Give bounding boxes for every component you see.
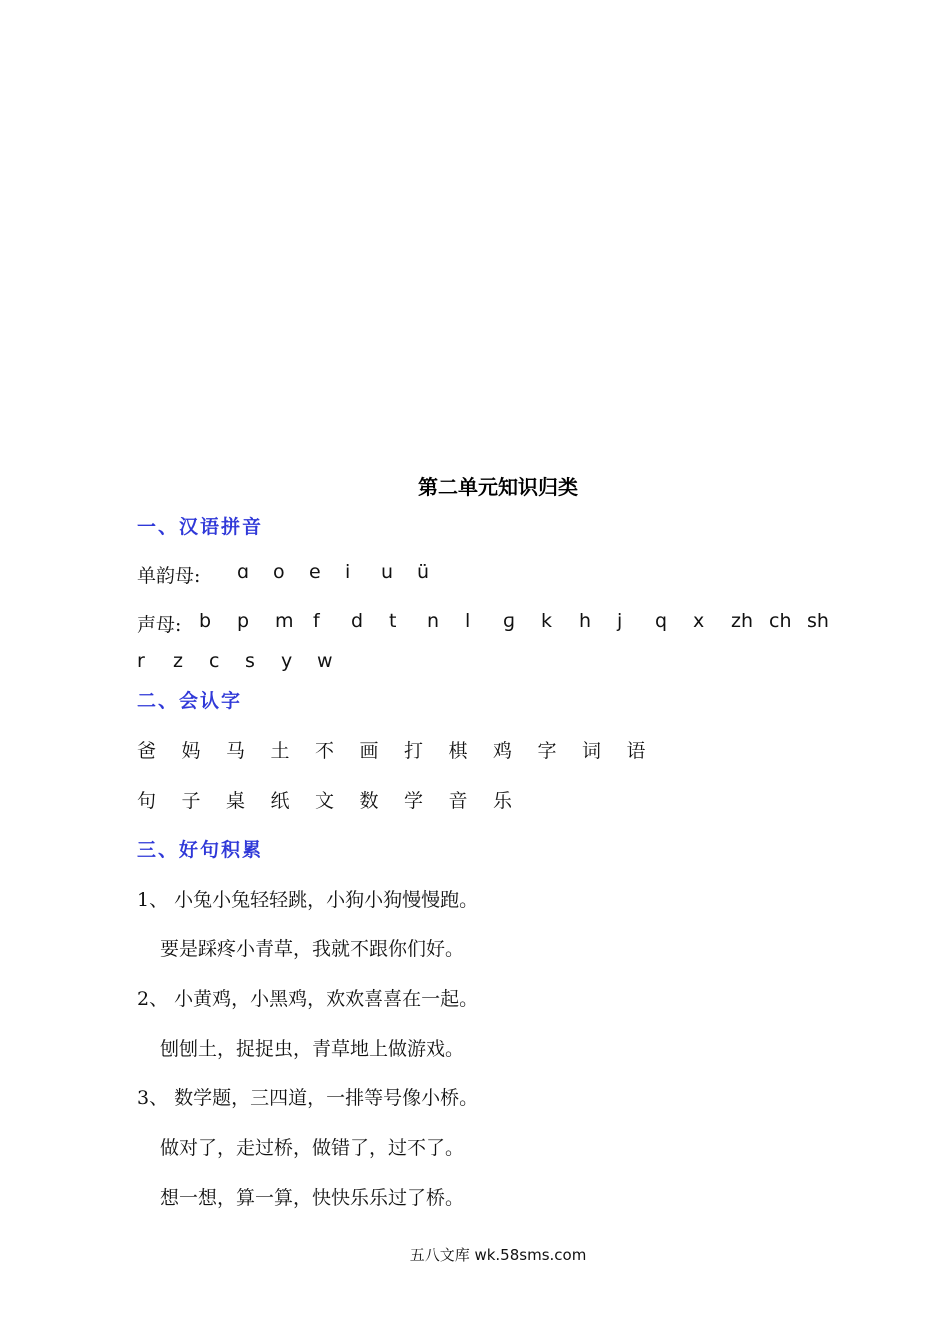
vowel-item: o bbox=[273, 561, 285, 583]
chars-row-2 bbox=[137, 786, 538, 813]
initial-item: n bbox=[427, 610, 440, 632]
initial-item: y bbox=[281, 650, 293, 672]
char-item: 数 bbox=[359, 790, 379, 812]
char-item: 字 bbox=[537, 740, 557, 762]
initials-label: 声母: bbox=[137, 614, 182, 636]
char-item: 文 bbox=[315, 790, 335, 812]
sentence-line: 2、 小黄鸡，小黑鸡，欢欢喜喜在一起。 bbox=[137, 988, 479, 1010]
char-item: 棋 bbox=[448, 740, 468, 762]
initial-item: t bbox=[389, 610, 397, 632]
char-item: 不 bbox=[315, 740, 335, 762]
char-item: 马 bbox=[226, 740, 246, 762]
initials-list-row1 bbox=[199, 610, 845, 637]
initial-item: p bbox=[237, 610, 250, 632]
initials-line bbox=[137, 610, 845, 637]
initial-item: d bbox=[351, 610, 364, 632]
initial-item: s bbox=[245, 650, 255, 672]
vowel-item: ɑ bbox=[237, 561, 250, 583]
char-item: 句 bbox=[137, 790, 157, 812]
initial-item: f bbox=[313, 610, 320, 632]
initial-item: ch bbox=[769, 610, 792, 632]
initial-item: m bbox=[275, 610, 294, 632]
initial-item: j bbox=[617, 610, 623, 632]
char-item: 乐 bbox=[493, 790, 513, 812]
vowel-item: i bbox=[345, 561, 351, 583]
initial-item: k bbox=[541, 610, 553, 632]
vowel-item: e bbox=[309, 561, 321, 583]
char-item: 打 bbox=[404, 740, 424, 762]
vowels-label: 单韵母: bbox=[137, 565, 201, 587]
sentence-line: 刨刨土，捉捉虫，青草地上做游戏。 bbox=[160, 1038, 465, 1060]
char-item: 土 bbox=[270, 740, 290, 762]
initial-item: zh bbox=[731, 610, 754, 632]
initial-item: c bbox=[209, 650, 220, 672]
char-item: 爸 bbox=[137, 740, 157, 762]
section-heading-pinyin: 一、汉语拼音 bbox=[137, 516, 264, 538]
char-item: 鸡 bbox=[493, 740, 513, 762]
vowel-item: ü bbox=[417, 561, 430, 583]
char-item: 纸 bbox=[270, 790, 290, 812]
char-item: 音 bbox=[448, 790, 468, 812]
initial-item: q bbox=[655, 610, 668, 632]
initial-item: r bbox=[137, 650, 145, 672]
sentence-line: 做对了，走过桥，做错了，过不了。 bbox=[160, 1137, 465, 1159]
vowel-item: u bbox=[381, 561, 394, 583]
initial-item: x bbox=[693, 610, 705, 632]
sentence-line: 1、 小兔小兔轻轻跳，小狗小狗慢慢跑。 bbox=[137, 889, 479, 911]
char-item: 桌 bbox=[226, 790, 246, 812]
initials-line-2 bbox=[137, 650, 353, 672]
char-item: 词 bbox=[582, 740, 602, 762]
vowels-line bbox=[137, 561, 453, 588]
section-heading-sentences: 三、好句积累 bbox=[137, 839, 264, 861]
footer-watermark: 五八文库 wk.58sms.com bbox=[409, 1246, 587, 1264]
page-title: 第二单元知识归类 bbox=[418, 475, 578, 499]
sentence-line: 3、 数学题，三四道，一排等号像小桥。 bbox=[137, 1087, 479, 1109]
chars-row-1 bbox=[137, 736, 671, 763]
char-item: 子 bbox=[181, 790, 201, 812]
initial-item: z bbox=[173, 650, 183, 672]
char-item: 语 bbox=[626, 740, 646, 762]
initial-item: ɡ bbox=[503, 610, 516, 632]
initial-item: sh bbox=[807, 610, 829, 632]
sentence-line: 要是踩疼小青草，我就不跟你们好。 bbox=[160, 938, 465, 960]
char-item: 妈 bbox=[181, 740, 201, 762]
initial-item: b bbox=[199, 610, 212, 632]
char-item: 画 bbox=[359, 740, 379, 762]
section-heading-chars: 二、会认字 bbox=[137, 690, 243, 712]
initial-item: l bbox=[465, 610, 471, 632]
sentence-line: 想一想，算一算，快快乐乐过了桥。 bbox=[160, 1187, 465, 1209]
initials-list-row2 bbox=[137, 650, 353, 672]
char-item: 学 bbox=[404, 790, 424, 812]
vowels-list bbox=[237, 561, 453, 588]
initial-item: w bbox=[317, 650, 333, 672]
initial-item: h bbox=[579, 610, 592, 632]
